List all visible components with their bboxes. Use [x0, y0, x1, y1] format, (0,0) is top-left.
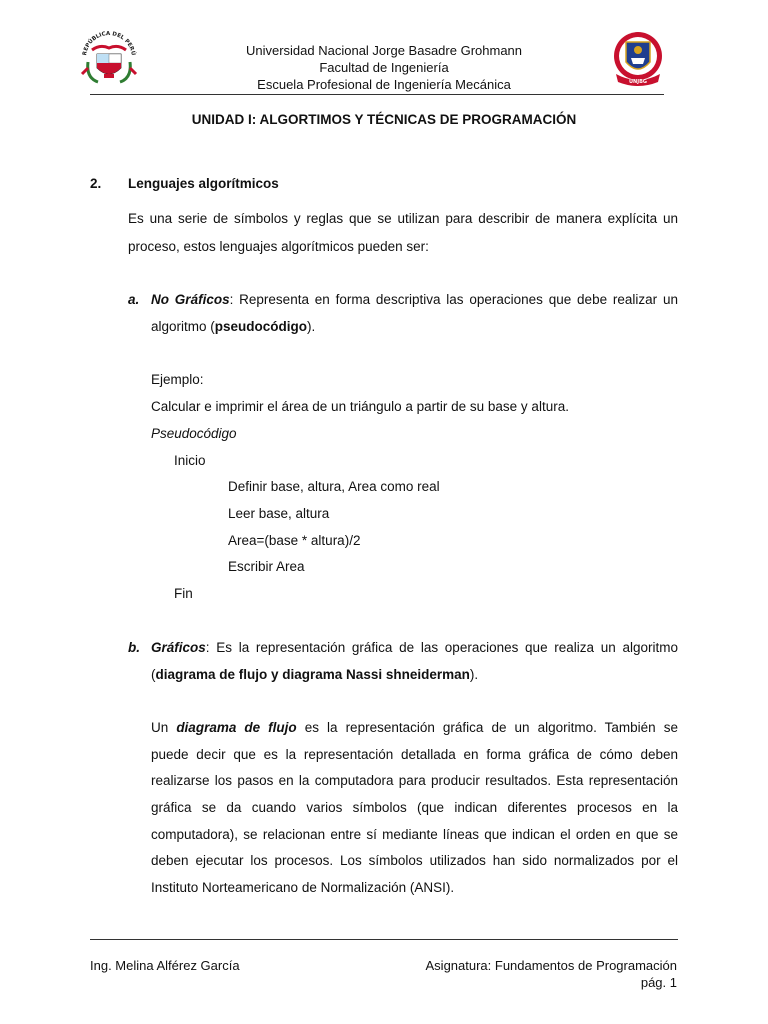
header-divider: [90, 94, 664, 95]
pseudocode-label: Pseudocódigo: [151, 426, 237, 441]
item-a-pseudocode-term: pseudocódigo: [214, 319, 308, 334]
pseudocode-step: Definir base, altura, Area como real: [228, 479, 440, 494]
footer-course: Asignatura: Fundamentos de Programación: [425, 958, 677, 973]
item-b-line-2-post: ).: [469, 667, 479, 682]
item-a-marker: a.: [128, 292, 140, 307]
item-a-line-2-post: ).: [307, 319, 316, 334]
unit-title: UNIDAD I: ALGORTIMOS Y TÉCNICAS DE PROGRAMACIÓN: [191, 112, 577, 127]
intro-line-1: Es una serie de símbolos y reglas que se utilizan para describir de manera explícita un: [128, 211, 678, 226]
left-logo-text: REPÚBLICA DEL PERÚ: [82, 30, 136, 56]
header-faculty: Facultad de Ingeniería: [319, 60, 449, 75]
header-school: Escuela Profesional de Ingeniería Mecánica: [257, 77, 511, 92]
flow-paragraph-last-line: Instituto Norteamericano de Normalización (ANSI).: [151, 880, 455, 895]
flow-diagram-term: diagrama de flujo: [176, 720, 297, 735]
flow-paragraph-line: deben ejecutar los procesos. Los símbolos utilizados han sido normalizados por el: [151, 853, 678, 868]
example-statement: Calcular e imprimir el área de un triángulo a partir de su base y altura.: [151, 399, 569, 414]
flow-paragraph-line: [151, 720, 678, 736]
pseudocode-step: Escribir Area: [228, 559, 305, 574]
item-a-line-1: [151, 292, 678, 308]
flow-paragraph-line: realizarse los pasos en la computadora para producir resultados. Esta representación: [151, 773, 678, 788]
footer-author: Ing. Melina Alférez García: [90, 958, 240, 973]
unjbg-crest-logo: [610, 30, 666, 90]
item-b-term: Gráficos: [151, 640, 206, 655]
item-a-term: No Gráficos: [151, 292, 230, 307]
item-b-diagram-terms: diagrama de flujo y diagrama Nassi shneiderman: [155, 667, 470, 682]
item-b-line-2-pre: (: [151, 667, 156, 682]
flow-line-1-pre: Un: [151, 720, 177, 735]
item-a-line-2-pre: algoritmo (: [151, 319, 215, 334]
item-a-line-1-rest: : Representa en forma descriptiva las operaciones que debe realizar un: [229, 292, 678, 307]
footer-divider: [90, 939, 678, 940]
flow-paragraph-line: gráfica se da cuando varios símbolos (que indican diferentes procesos en la: [151, 800, 678, 815]
peru-coat-of-arms-logo: [78, 28, 140, 86]
right-logo-text: UNJBG: [628, 79, 648, 85]
intro-line-2: proceso, estos lenguajes algorítmicos pueden ser:: [128, 239, 429, 254]
flow-paragraph-line: puede decir que es la representación detallada en forma gráfica de cómo deben: [151, 747, 678, 762]
flow-paragraph-line: computadora), se relacionan entre sí mediante líneas que indican el orden en que se: [151, 827, 678, 842]
pseudocode-end: Fin: [174, 586, 193, 601]
pseudocode-begin: Inicio: [174, 453, 206, 468]
svg-text:REPÚBLICA DEL PERÚ: [82, 31, 137, 56]
section-heading: Lenguajes algorítmicos: [128, 176, 279, 191]
item-a-line-2: [151, 319, 315, 335]
section-number: 2.: [90, 176, 102, 191]
footer-page-number: pág. 1: [640, 975, 677, 990]
item-b-marker: b.: [128, 640, 140, 655]
pseudocode-step: Leer base, altura: [228, 506, 330, 521]
flow-line-1-post: es la representación gráfica de un algoritmo. También se: [296, 720, 678, 735]
item-b-line-2: [151, 667, 478, 683]
item-b-line-1: [151, 640, 678, 656]
pseudocode-step: Area=(base * altura)/2: [228, 533, 361, 548]
example-label: Ejemplo:: [151, 372, 204, 387]
item-b-line-1-rest: : Es la representación gráfica de las operaciones que realiza un algoritmo: [205, 640, 678, 655]
header-university: Universidad Nacional Jorge Basadre Grohmann: [245, 43, 523, 58]
